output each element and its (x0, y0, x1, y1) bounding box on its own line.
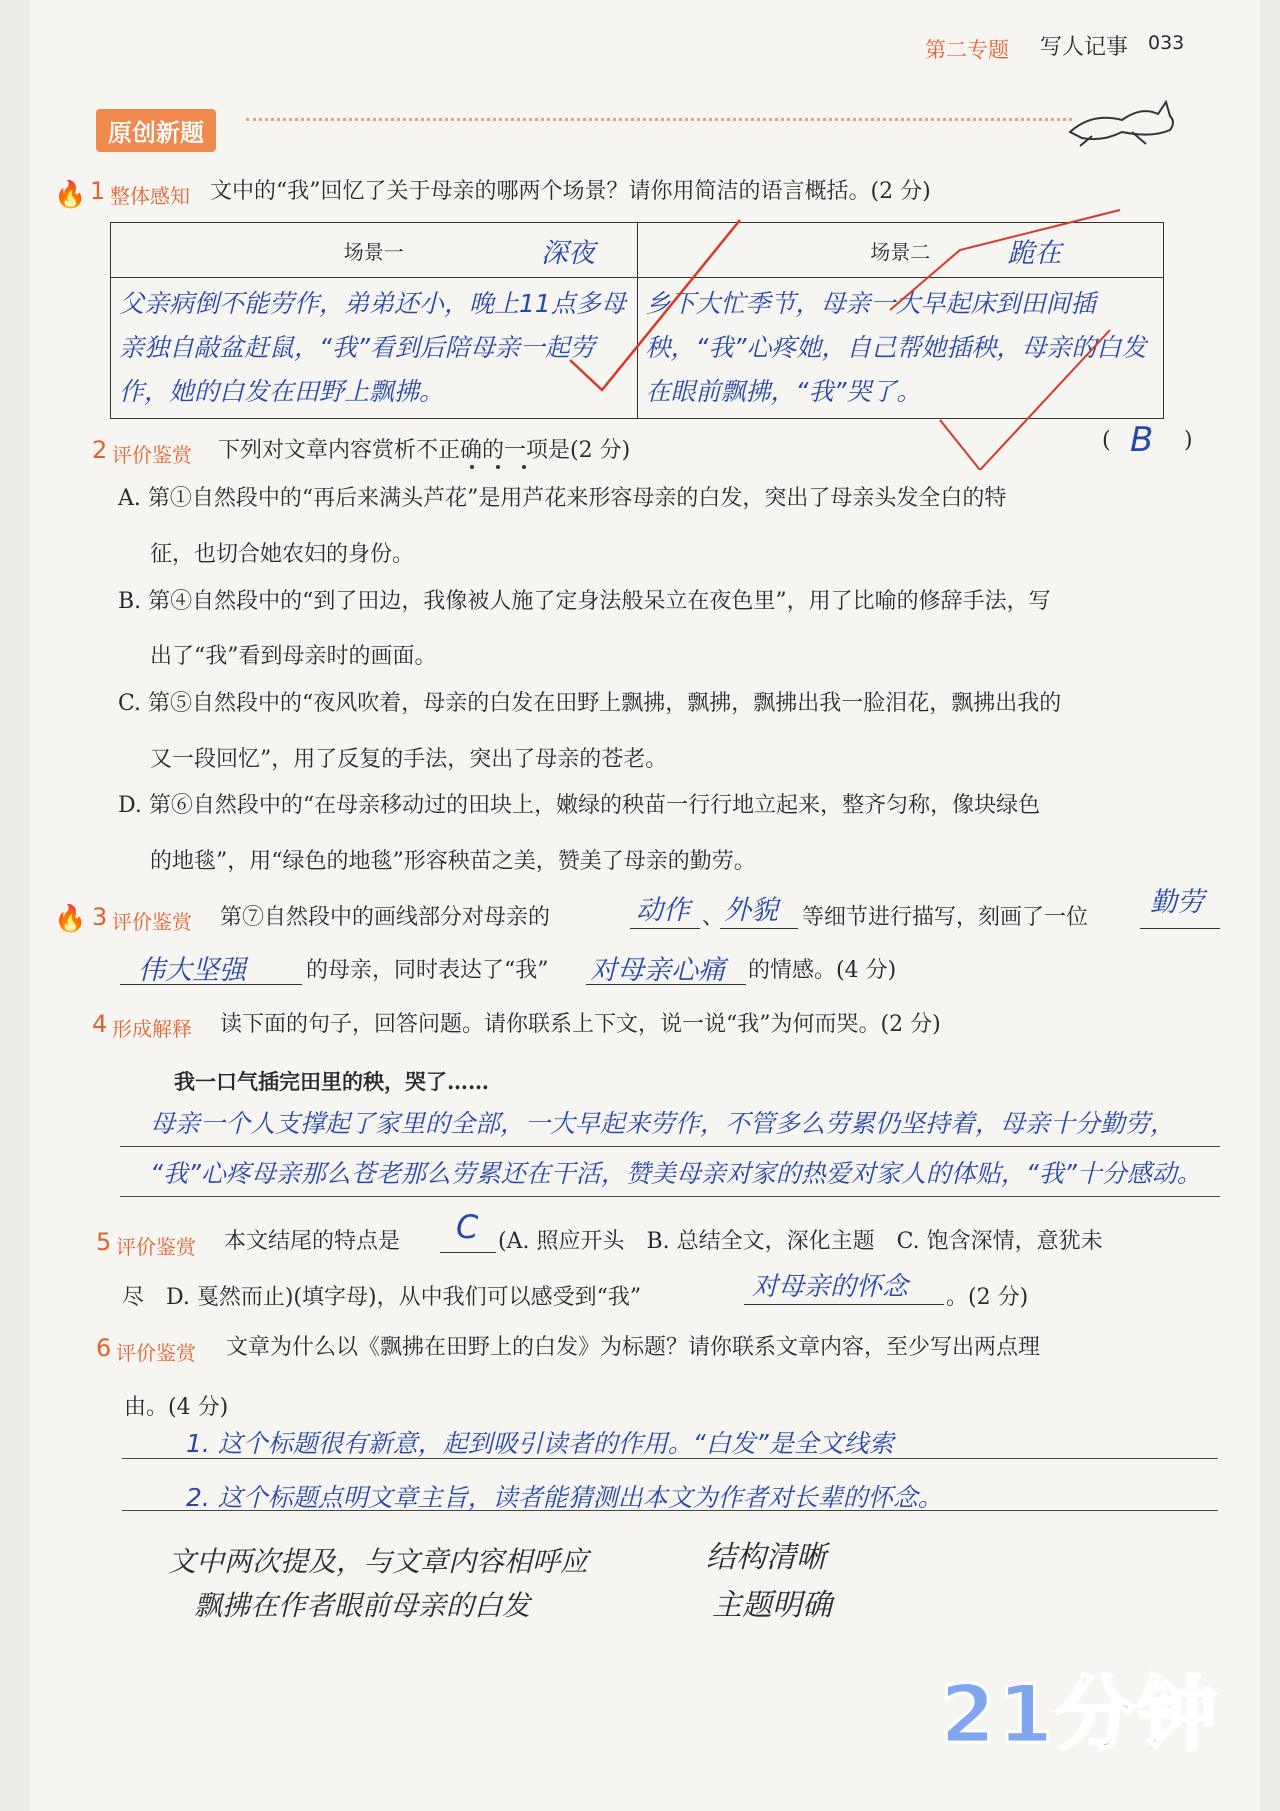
scene1-header: 场景一 (343, 239, 404, 264)
q5-text-b: (A. 照应开头 B. 总结全文，深化主题 C. 饱含深情，意犹未 (498, 1229, 1103, 1254)
q2-option-a-line2: 征，也切合她农妇的身份。 (150, 542, 415, 567)
cat-icon (1062, 92, 1182, 148)
q3-blank5: 对母亲心痛 (590, 955, 725, 986)
q2-option-c-line1: C. 第⑤自然段中的“夜风吹着，母亲的白发在田野上飘拂，飘拂，飘拂出我一脸泪花，飘拂出我的 (118, 691, 1062, 716)
q2-answer: B (1130, 420, 1154, 460)
q2-text: 下列对文章内容赏析不正确的一项是(2 分) (218, 438, 631, 463)
scene2-header: 场景二 (870, 239, 931, 264)
q2-option-d-line2: 的地毯”，用“绿色的地毯”形容秧苗之美，赞美了母亲的勤劳。 (150, 849, 756, 874)
q3-tag: 评价鉴赏 (112, 910, 192, 934)
q3-blank1-line (630, 928, 700, 929)
page-number: 033 (1148, 32, 1185, 54)
emphasis-dot (470, 465, 474, 469)
scene1-title-answer: 深夜 (541, 238, 595, 269)
q3-blank5-line (586, 984, 746, 985)
q4-answer-line1: 母亲一个人支撑起了家里的全部，一大早起来劳作，不管多么劳累仍坚持着，母亲十分勤劳， (150, 1109, 1176, 1138)
time-stamp-overlay: 21分钟 (940, 1668, 1220, 1761)
q4-text: 读下面的句子，回答问题。请你联系上下文，说一说“我”为何而哭。(2 分) (220, 1012, 941, 1037)
banner-dotted-rule (246, 118, 1072, 121)
q5-blank2: 对母亲的怀念 (752, 1272, 909, 1302)
q2-option-d-line1: D. 第⑥自然段中的“在母亲移动过的田块上，嫩绿的秧苗一行行地立起来，整齐匀称，像块绿色 (118, 793, 1041, 818)
q3-blank4: 伟大坚强 (138, 955, 246, 986)
q6-tag: 评价鉴赏 (116, 1341, 196, 1365)
q6-note-right2: 主题明确 (712, 1588, 832, 1623)
flame-icon: 🔥 (54, 180, 87, 210)
q5-text-d: 。(2 分) (946, 1285, 1029, 1310)
q3-text-d: 的情感。(4 分) (748, 958, 897, 983)
q6-answer1: 1. 这个标题很有新意，起到吸引读者的作用。“白发”是全文线索 (186, 1429, 894, 1458)
q5-blank2-line (744, 1304, 944, 1305)
q2-answer-paren-close: ) (1184, 428, 1193, 453)
q4-quote: 我一口气插完田里的秧，哭了…… (174, 1069, 489, 1094)
header-section: 写人记事 (1040, 35, 1129, 60)
q4-answer-rule1 (120, 1146, 1220, 1147)
q2-option-a-line1: A. 第①自然段中的“再后来满头芦花”是用芦花来形容母亲的白发，突出了母亲头发全白的特 (118, 486, 1007, 511)
emphasis-dot (496, 465, 500, 469)
q2-number: 2 (92, 436, 108, 464)
emphasis-dot (522, 465, 526, 469)
flame-icon: 🔥 (54, 904, 87, 934)
q3-number: 3 (92, 903, 108, 931)
q5-blank1: C (456, 1208, 479, 1246)
q5-text-a: 本文结尾的特点是 (224, 1229, 401, 1254)
q5-text-c: 尽 D. 戛然而止)(填字母)，从中我们可以感受到“我” (122, 1285, 642, 1310)
q3-blank3-line (1140, 928, 1220, 929)
section-banner: 原创新题 (96, 109, 216, 152)
scene1-header-cell (111, 223, 638, 278)
q5-blank1-line (440, 1252, 496, 1253)
q3-sep: 、 (702, 905, 725, 930)
q4-number: 4 (92, 1010, 108, 1038)
q3-blank3: 勤劳 (1150, 887, 1204, 918)
q6-text: 文章为什么以《飘拂在田野上的白发》为标题？请你联系文章内容，至少写出两点理 (226, 1335, 1041, 1360)
q6-note-left2: 飘拂在作者眼前母亲的白发 (194, 1589, 531, 1622)
q4-tag: 形成解释 (112, 1017, 192, 1041)
q3-text-c: 的母亲，同时表达了“我” (306, 958, 549, 983)
q3-blank1: 动作 (636, 895, 690, 926)
q6-answer-rule2 (122, 1510, 1218, 1511)
scene1-answer-cell (111, 278, 638, 419)
q6-answer2: 2. 这个标题点明文章主旨，读者能猜测出本文为作者对长辈的怀念。 (186, 1483, 943, 1512)
scene2-title-answer: 跪在 (1007, 238, 1062, 269)
header-topic: 第二专题 (925, 38, 1009, 62)
q4-answer-line2: “我”心疼母亲那么苍老那么劳累还在干活，赞美母亲对家的热爱对家人的体贴，“我”十分感动。 (150, 1159, 1202, 1188)
q2-option-b-line2: 出了“我”看到母亲时的画面。 (150, 644, 437, 669)
q1-text: 文中的“我”回忆了关于母亲的哪两个场景？请你用简洁的语言概括。(2 分) (210, 179, 931, 204)
q6-number: 6 (96, 1334, 112, 1362)
q6-text2: 由。(4 分) (124, 1395, 229, 1420)
q6-answer-rule1 (122, 1458, 1218, 1459)
q2-answer-paren-open: ( (1102, 428, 1111, 453)
q3-text-a: 第⑦自然段中的画线部分对母亲的 (220, 905, 551, 930)
scene2-answer: 乡下大忙季节，母亲一大早起床到田间插秧，“我”心疼她，自己帮她插秧，母亲的白发在眼前飘拂，“我”哭了。 (645, 289, 1147, 406)
q5-tag: 评价鉴赏 (116, 1235, 196, 1259)
q2-option-c-line2: 又一段回忆”，用了反复的手法，突出了母亲的苍老。 (150, 747, 668, 772)
q1-tag: 整体感知 (110, 184, 190, 208)
q5-number: 5 (96, 1228, 112, 1256)
q3-blank2: 外貌 (724, 895, 778, 926)
q2-option-b-line1: B. 第④自然段中的“到了田边，我像被人施了定身法般呆立在夜色里”，用了比喻的修辞手法，写 (118, 589, 1051, 614)
q4-answer-rule2 (120, 1196, 1220, 1197)
q6-note-right1: 结构清晰 (706, 1540, 826, 1575)
q2-tag: 评价鉴赏 (112, 443, 192, 467)
q1-number: 1 (90, 177, 106, 205)
q3-blank4-line (120, 984, 302, 985)
q3-blank2-line (720, 928, 798, 929)
q3-text-b: 等细节进行描写，刻画了一位 (802, 905, 1089, 930)
grading-check-marks (560, 190, 1260, 470)
q6-note-left1: 文中两次提及，与文章内容相呼应 (168, 1545, 589, 1578)
scene1-answer: 父亲病倒不能劳作，弟弟还小，晚上11点多母亲独自敲盆赶鼠，“我”看到后陪母亲一起劳作，她的白发在田野上飘拂。 (119, 289, 626, 406)
